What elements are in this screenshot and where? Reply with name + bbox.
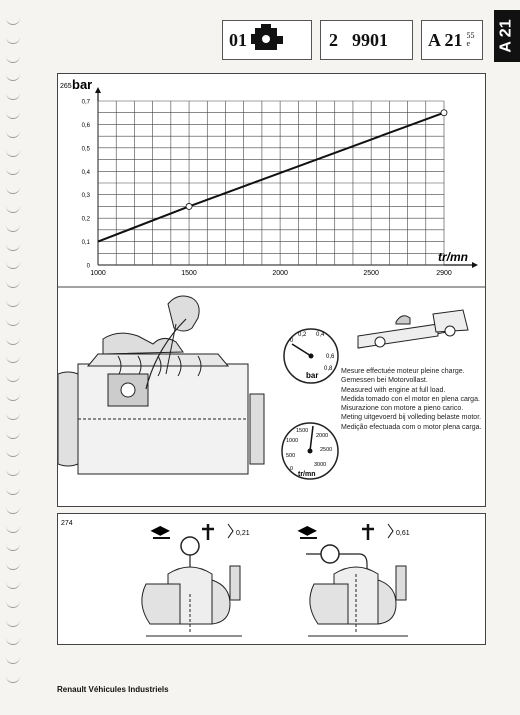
x-tick-label: 1000: [90, 270, 106, 277]
section-tab: [494, 10, 520, 62]
binder-ring: [6, 432, 20, 439]
x-tick-label: 1500: [181, 270, 197, 277]
chart-ticks: [82, 100, 452, 278]
caption-line-en: Measured with engine at full load.: [341, 386, 446, 394]
binder-ring: [6, 225, 20, 232]
section-tab-label: A 21: [498, 19, 516, 53]
rpm-gauge-label: tr/mn: [298, 471, 316, 478]
binder-ring: [6, 526, 20, 533]
rpm-gauge-tick-1: 500: [286, 453, 296, 459]
binder-ring: [6, 638, 20, 645]
binder-ring: [6, 507, 20, 514]
rpm-gauge-tick-0: 0: [290, 466, 294, 472]
binder-ring: [6, 319, 20, 326]
rpm-gauge-tick-6: 3000: [314, 462, 327, 468]
pressure-gauge-tick-3: 0,6: [326, 354, 335, 360]
measurement-caption: [341, 367, 486, 432]
model-code-superscript: 55: [466, 31, 475, 40]
rpm-gauge-tick-2: 1000: [286, 438, 299, 444]
series-line: [98, 113, 444, 242]
binder-ring: [6, 281, 20, 288]
y-tick-label: 0,6: [81, 122, 90, 129]
binder-ring: [6, 150, 20, 157]
svg-text:◀▶: ◀▶: [298, 523, 317, 537]
model-code: A 21: [428, 29, 463, 50]
caption-line-nl: Meting uitgevoerd bij volleding belaste motor.: [341, 414, 482, 422]
x-tick-label: 2500: [363, 270, 379, 277]
binder-ring: [6, 601, 20, 608]
svg-text:◀▶: ◀▶: [151, 523, 170, 537]
binder-ring: [6, 582, 20, 589]
main-figure-panel: [57, 73, 486, 507]
y-tick-label: 0,5: [81, 146, 90, 153]
y-tick-label: 0,7: [81, 99, 90, 106]
page-code-a: 2: [329, 29, 338, 50]
binder-ring: [6, 168, 20, 175]
chart-series: [98, 110, 447, 242]
turbo-play-figure: [58, 514, 485, 644]
engine-drawing: [58, 296, 264, 474]
binder-ring: [6, 244, 20, 251]
section-code: 01: [229, 29, 247, 50]
binder-ring: [6, 338, 20, 345]
section-code-box: [222, 20, 312, 60]
chart-figure-number: 265: [60, 83, 72, 90]
left-turbocharger: [142, 537, 242, 636]
binder-ring: [6, 262, 20, 269]
binder-ring: [6, 37, 20, 44]
binder-ring: [6, 544, 20, 551]
binder-ring: [6, 300, 20, 307]
y-tick-label: 0,2: [81, 216, 90, 223]
binder-ring: [6, 394, 20, 401]
x-tick-label: 2000: [272, 270, 288, 277]
binder-ring: [6, 56, 20, 63]
caption-line-it: Misurazione con motore a pieno carico.: [341, 405, 464, 413]
binder-ring: [6, 187, 20, 194]
rpm-gauge-tick-3: 1500: [296, 428, 309, 434]
page-code-box: [320, 20, 413, 60]
binder-ring: [6, 206, 20, 213]
y-tick-label: 0,4: [81, 169, 90, 176]
binder-ring: [6, 413, 20, 420]
y-tick-label: 0: [86, 263, 90, 270]
binder-ring: [6, 112, 20, 119]
model-code-box: [421, 20, 483, 60]
y-tick-label: 0,3: [81, 193, 90, 200]
left-play-value: 0,21: [236, 530, 250, 537]
right-play-value: 0,61: [396, 530, 410, 537]
data-point-marker: [441, 110, 447, 116]
pressure-gauge-tick-4: 0,8: [324, 366, 333, 372]
rpm-gauge-tick-4: 2000: [316, 433, 329, 439]
pressure-gauge-tick-0: 0: [290, 338, 294, 344]
page-code-b: 9901: [352, 29, 388, 50]
x-axis-arrow: [472, 262, 478, 268]
binder-ring: [6, 563, 20, 570]
caption-line-de: Gemessen bei Motorvollast.: [341, 377, 428, 385]
binder-ring: [6, 488, 20, 495]
model-code-subscript: e: [466, 39, 471, 48]
caption-line-fr: Mesure effectuée moteur pleine charge.: [341, 368, 465, 375]
truck-diagram: [358, 310, 468, 348]
binder-ring: [6, 450, 20, 457]
y-axis-arrow: [95, 87, 101, 93]
binder-ring: [6, 18, 20, 25]
data-point-marker: [186, 203, 192, 209]
y-tick-label: 0,1: [81, 240, 90, 247]
bottom-figure-number: 274: [61, 520, 73, 527]
pressure-chart: [58, 74, 485, 506]
binder-ring: [6, 375, 20, 382]
chart-x-label: tr/mn: [438, 250, 468, 264]
pressure-gauge-label: bar: [306, 371, 319, 380]
binder-ring: [6, 469, 20, 476]
turbo-play-panel: [57, 513, 486, 645]
rpm-gauge-tick-5: 2500: [320, 447, 333, 453]
binder-ring: [6, 93, 20, 100]
caption-line-pt: Medição efectuada com o motor plena carga.: [341, 423, 482, 431]
binder-ring: [6, 676, 20, 683]
chart-y-label: bar: [72, 77, 93, 92]
engine-icon: [251, 24, 285, 56]
binder-ring: [6, 620, 20, 627]
right-play-icons: [297, 523, 393, 540]
binder-ring: [6, 356, 20, 363]
pressure-gauge-tick-1: 0,2: [298, 332, 307, 338]
binder-ring: [6, 657, 20, 664]
caption-line-es: Medida tomado con el motor en plena carga.: [341, 395, 480, 403]
x-tick-label: 2900: [436, 270, 452, 277]
binder-ring: [6, 74, 20, 81]
binder-ring: [6, 131, 20, 138]
pressure-gauge-tick-2: 0,4: [316, 332, 325, 338]
chart-grid: [95, 87, 478, 268]
company-footer: Renault Véhicules Industriels: [57, 685, 169, 694]
right-turbocharger: [306, 545, 408, 636]
